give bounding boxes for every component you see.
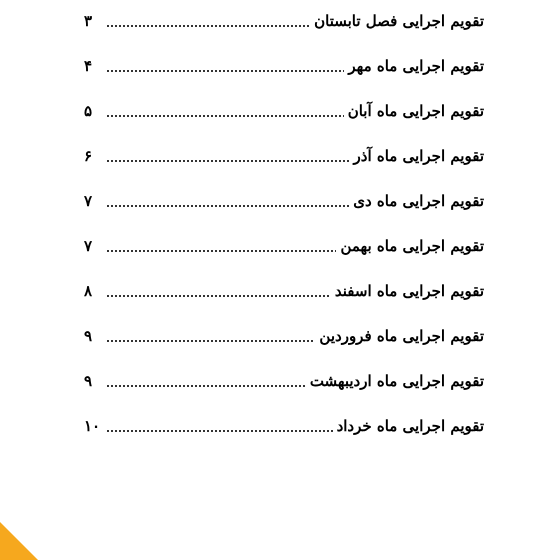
toc-entry-aban[interactable] <box>84 96 484 126</box>
toc-page-number: ۷ <box>84 237 93 255</box>
toc-dot-leader <box>106 159 350 163</box>
toc-page-number: ۶ <box>84 147 93 165</box>
toc-entry-title: تقویم اجرایی ماه بهمن <box>340 237 484 255</box>
table-of-contents <box>84 0 484 560</box>
toc-entry-azar[interactable] <box>84 141 484 171</box>
toc-page-number: ۷ <box>84 192 93 210</box>
toc-dot-leader <box>106 204 349 208</box>
toc-entry-title: تقویم اجرایی ماه خرداد <box>336 417 484 435</box>
toc-dot-leader <box>106 114 344 118</box>
toc-entry-khordad[interactable] <box>84 411 484 441</box>
toc-page-number: ۹ <box>84 327 93 345</box>
toc-page-number: ۸ <box>84 282 93 300</box>
toc-dot-leader <box>106 339 315 343</box>
toc-dot-leader <box>106 249 336 253</box>
toc-entry-dey[interactable] <box>84 186 484 216</box>
toc-entry-title: تقویم اجرایی ماه دی <box>353 192 484 210</box>
toc-dot-leader <box>106 294 331 298</box>
toc-page-number: ۵ <box>84 102 93 120</box>
toc-entry-esfand[interactable] <box>84 276 484 306</box>
toc-entry-title: تقویم اجرایی ماه آبان <box>347 102 484 120</box>
toc-dot-leader <box>106 69 344 73</box>
toc-dot-leader <box>106 384 306 388</box>
toc-page-number: ۳ <box>84 12 93 30</box>
toc-dot-leader <box>106 429 333 433</box>
toc-entry-title: تقویم اجرایی فصل تابستان <box>314 12 484 30</box>
toc-entry-title: تقویم اجرایی ماه فروردین <box>319 327 484 345</box>
toc-entry-mehr[interactable] <box>84 51 484 81</box>
toc-entry-title: تقویم اجرایی ماه آذر <box>353 147 484 165</box>
toc-entry-title: تقویم اجرایی ماه اسفند <box>334 282 484 300</box>
toc-dot-leader <box>106 24 310 28</box>
toc-entry-title: تقویم اجرایی ماه مهر <box>348 57 484 75</box>
toc-entry-ordibehesht[interactable] <box>84 366 484 396</box>
toc-page-number: ۱۰ <box>84 417 101 435</box>
toc-page-number: ۴ <box>84 57 93 75</box>
toc-entry-title: تقویم اجرایی ماه اردیبهشت <box>309 372 484 390</box>
toc-entry-bahman[interactable] <box>84 231 484 261</box>
toc-entry-farvardin[interactable] <box>84 321 484 351</box>
corner-accent-triangle <box>0 522 38 560</box>
toc-page-number: ۹ <box>84 372 93 390</box>
toc-entry-summer[interactable] <box>84 6 484 36</box>
